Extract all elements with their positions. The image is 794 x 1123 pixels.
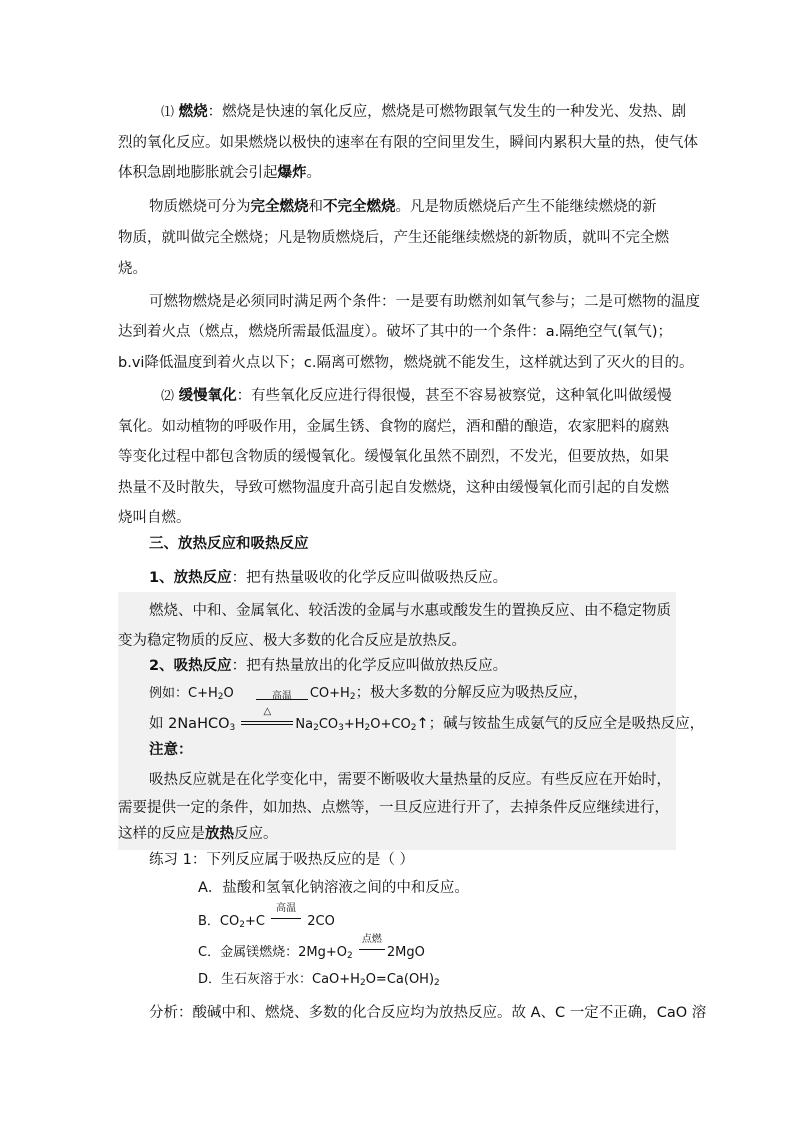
text: ：把有热量放出的化学反应叫做放热反应。 [231, 658, 508, 674]
subscript: 2 [346, 951, 353, 961]
text: O [223, 686, 234, 701]
option-a: A．盐酸和氢氧化钠溶液之间的中和反应。 [198, 880, 469, 896]
shaded-line-1: 燃烧、中和、金属氧化、较活泼的金属与水惠或酸发生的置换反应、由不稳定物质 [149, 603, 671, 619]
text: 反应。 [234, 826, 278, 842]
option-d [198, 970, 440, 990]
text: ；极大多数的分解反应为吸热反应， [355, 685, 588, 701]
para-slow-oxidation-line-1 [161, 386, 672, 407]
example-equation-2 [149, 706, 705, 735]
para-conditions-line-3: b.vi降低温度到着火点以下；c.隔离可燃物，燃烧就不能发生，这样就达到了灭火的目的。 [118, 355, 694, 371]
text: O+CO [370, 717, 411, 732]
para-slow-oxidation-line-4: 热量不及时散失，导致可燃物温度升高引起自发燃烧，这种由缓慢氧化而引起的自发燃 [118, 480, 669, 496]
note-line-2: 需要提供一定的条件，如加热、点燃等，一旦反应进行开了，去掉条件反应继续进行， [118, 800, 669, 816]
text: +H [343, 717, 365, 732]
term-exothermic: 放热反应 [173, 570, 232, 586]
subscript: 2 [434, 978, 440, 988]
item-number: ⑵ [161, 389, 175, 404]
equals-line [359, 949, 385, 950]
subscript: 2 [239, 920, 245, 930]
exercise-question: 练习 1：下列反应属于吸热反应的是（ ） [149, 852, 414, 868]
exothermic-definition [149, 568, 507, 588]
term-explosion: 爆炸 [277, 165, 307, 181]
term-slow-oxidation: 缓慢氧化 [178, 388, 237, 404]
reaction-arrow [359, 934, 385, 956]
para-combustion-line-2: 烈的氧化反应。如果燃烧以极快的速率在有限的空间里发生，瞬间内累积大量的热，使气体 [118, 135, 698, 151]
para-slow-oxidation-line-5: 烧叫自燃。 [118, 510, 191, 526]
section-title: 放热反应和吸热反应 [178, 536, 309, 552]
text: ↑；碱与铵盐生成氨气的反应全是吸热反应， [416, 716, 705, 732]
subscript: 2 [364, 723, 371, 733]
text: 例如：C+H [149, 686, 218, 701]
example-equation-1 [149, 683, 588, 704]
reaction-condition: 点燃 [361, 934, 382, 945]
section-number: 三、 [149, 536, 178, 552]
text: B．CO [198, 914, 240, 929]
endothermic-definition [149, 656, 507, 676]
para-slow-oxidation-line-2: 氧化。如动植物的呼吸作用，金属生锈、食物的腐烂，酒和醋的酿造，农家肥料的腐熟 [118, 419, 669, 435]
para-complete-line-3: 烧。 [118, 261, 147, 277]
item-number: 1、 [149, 570, 174, 586]
para-complete-line-1 [149, 197, 657, 217]
term-incomplete: 不完全燃烧 [323, 199, 396, 215]
reaction-condition: 高温 [271, 691, 292, 702]
text: 2MgO [386, 945, 425, 960]
note-line-1: 吸热反应就是在化学变化中，需要不断吸收大量热量的反应。有些反应在开始时， [149, 772, 671, 788]
heat-symbol: △ [263, 706, 272, 717]
text: C．金属镁燃烧：2Mg+O [198, 945, 347, 960]
para-combustion-line-3 [118, 163, 321, 183]
option-b [198, 903, 335, 932]
analysis-line: 分析：酸碱中和、燃烧、多数的化合反应均为放热反应。故 A、C 一定不正确，CaO 溶 [149, 1005, 707, 1021]
item-number: 2、 [149, 658, 174, 674]
para-conditions-line-2: 达到着火点（燃点，燃烧所需最低温度）。破坏了其中的一个条件：a.隔绝空气(氧气)； [118, 324, 673, 340]
text: ：把有热量吸收的化学反应叫做吸热反应。 [231, 570, 508, 586]
text: CO+H [309, 686, 350, 701]
text: 2CO [307, 914, 335, 929]
term-exothermic: 放热 [205, 826, 234, 842]
text: 。 [306, 165, 321, 181]
shaded-line-2: 变为稳定物质的反应、极大多数的化合反应是放热反。 [118, 633, 466, 649]
text: Na [295, 717, 314, 732]
text: 这样的反应是 [118, 826, 205, 842]
text: +C [244, 914, 265, 929]
para-slow-oxidation-line-3: 等变化过程中都包含物质的缓慢氧化。缓慢氧化虽然不剧烈，不发光，但要放热，如果 [118, 449, 669, 465]
text: 和 [308, 199, 323, 215]
reaction-arrow [271, 903, 301, 925]
note-line-3 [118, 824, 278, 844]
note-label: 注意： [149, 742, 193, 758]
text: 物质燃烧可分为 [149, 199, 251, 215]
text: O=Ca(OH) [365, 972, 435, 987]
subscript: 2 [410, 723, 417, 733]
subscript: 2 [313, 723, 319, 733]
section-heading [149, 534, 309, 554]
reaction-condition: 高温 [276, 903, 297, 914]
term-endothermic: 吸热反应 [173, 658, 232, 674]
para-conditions-line-1: 可燃物燃烧是必须同时满足两个条件：一是要有助燃剂如氧气参与；二是可燃物的温度 [149, 294, 700, 310]
text: ：有些氧化反应进行得很慢，甚至不容易被察觉，这种氧化叫做缓慢 [236, 388, 672, 404]
option-c [198, 934, 425, 963]
subscript: 2 [217, 692, 224, 702]
text: ：燃烧是快速的氧化反应，燃烧是可燃物跟氧气发生的一种发光、发热、剧 [207, 104, 687, 120]
equals-line [256, 699, 308, 700]
para-complete-line-2: 物质，就叫做完全燃烧；凡是物质燃烧后，产生还能继续燃烧的新物质，就叫不完全燃 [118, 230, 669, 246]
text: 体积急剧地膨胀就会引起 [118, 165, 278, 181]
para-combustion-line-1 [161, 102, 686, 123]
text: 。凡是物质燃烧后产生不能继续燃烧的新 [395, 199, 657, 215]
text: 如 2NaHCO [149, 716, 230, 732]
equals-line [271, 918, 301, 919]
subscript: 3 [338, 723, 344, 733]
subscript: 2 [349, 692, 356, 702]
equals-line [241, 724, 293, 725]
subscript: 3 [229, 723, 236, 733]
term-complete: 完全燃烧 [250, 199, 309, 215]
term-combustion: 燃烧 [178, 104, 208, 120]
text: CO [318, 717, 339, 732]
subscript: 2 [359, 978, 366, 988]
reaction-arrow [241, 706, 293, 728]
item-number: ⑴ [161, 105, 175, 120]
equals-line [241, 721, 293, 722]
text: D．生石灰溶于水：CaO+H [198, 972, 360, 987]
reaction-arrow [256, 685, 308, 702]
